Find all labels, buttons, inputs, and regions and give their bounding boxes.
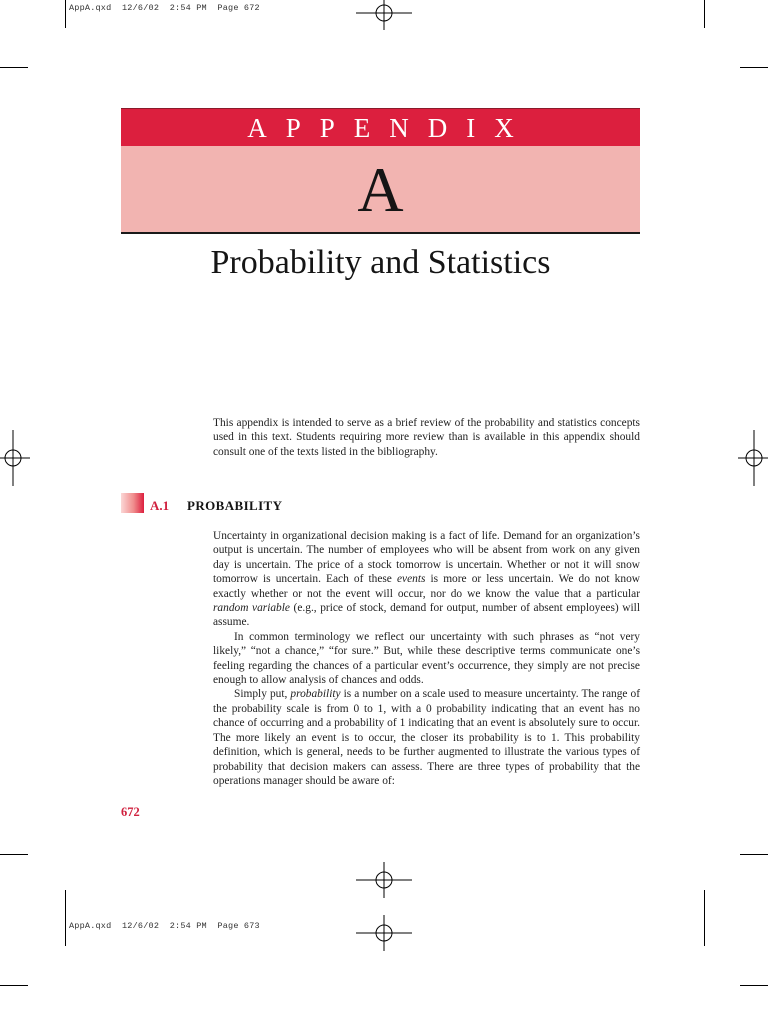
- crop-mark: [704, 0, 705, 28]
- crop-mark: [0, 854, 28, 855]
- appendix-letter: A: [357, 154, 404, 225]
- crop-mark: [0, 985, 28, 986]
- registration-mark-icon: [356, 915, 412, 951]
- crop-mark: [704, 890, 705, 946]
- crop-mark: [740, 67, 768, 68]
- paragraph: [213, 687, 640, 788]
- intro-paragraph: This appendix is intended to serve as a brief review of the probability and statistics concepts used in this text. Students requiring more review than is available in this appendix should consult one of the texts listed in the bibliography.: [213, 417, 640, 458]
- text-run: is a number on a scale used to measure uncertainty. The range of the probability scale is from 0 to 1, with a 0 probability indicating that an event has no chance of occurring and a probability of 1 indicating that an event is absolutely sure to occur. The more likely an event is to occur, the closer its probability is to 1. This probability definition, which is general, needs to be further augmented to illustrate the various types of probability that decision makers can assess. There are three types of probability that the operations manager should be aware of:: [213, 688, 640, 787]
- section-number: A.1: [150, 498, 170, 513]
- print-slug-bottom: AppA.qxd 12/6/02 2:54 PM Page 673: [69, 921, 260, 931]
- text-run: Uncertainty in organizational decision making is a fact of life. Demand for an organization’s output is uncertain. The number of employees who will be absent from work on any given day is uncertain. The price of a stock tomorrow is uncertain. Whether or not it will snow tomorrow is uncertain. Each of these: [213, 530, 640, 586]
- text-run: (e.g., price of stock, demand for output, number of absent employees) will assume.: [213, 602, 641, 629]
- term-random-variable: random variable: [213, 602, 290, 615]
- registration-mark-icon: [0, 430, 30, 486]
- page-number: 672: [121, 805, 140, 819]
- crop-mark: [740, 854, 768, 855]
- crop-mark: [65, 890, 66, 946]
- term-events: events: [396, 573, 426, 586]
- page-title: Probability and Statistics: [210, 244, 551, 281]
- section-marker: [121, 493, 144, 513]
- registration-mark-icon: [356, 862, 412, 898]
- crop-mark: [65, 0, 66, 28]
- appendix-header-band: [121, 108, 640, 146]
- appendix-letter-panel: [121, 146, 640, 234]
- section-body: [213, 529, 640, 788]
- text-run: Simply put,: [234, 688, 291, 701]
- appendix-label: APPENDIX: [247, 113, 533, 143]
- term-probability: probability: [290, 688, 341, 701]
- crop-mark: [740, 985, 768, 986]
- print-slug-top: AppA.qxd 12/6/02 2:54 PM Page 672: [69, 3, 260, 13]
- registration-mark-icon: [356, 0, 412, 30]
- text-run: is more or less uncertain. We do not know exactly whether or not the event will occur, nor do we know the value that a particular: [213, 573, 640, 600]
- registration-mark-icon: [738, 430, 768, 486]
- section-heading: PROBABILITY: [187, 498, 283, 513]
- paragraph: In common terminology we reflect our uncertainty with such phrases as “not very likely,” “not a chance,” “for sure.” But, while these descriptive terms communicate one’s feeling regarding the chances of a particular event’s occurrence, they simply are not precise enough to allow analysis of chances and odds.: [213, 630, 640, 687]
- paragraph: [213, 529, 640, 630]
- crop-mark: [0, 67, 28, 68]
